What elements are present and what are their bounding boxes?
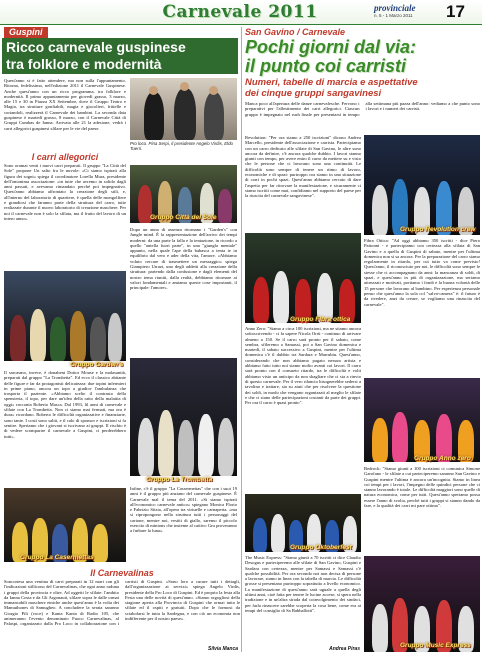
page-number: 17 bbox=[446, 2, 465, 21]
photo-fibra bbox=[245, 233, 361, 323]
right-bedrock-text: Bedrock: "Siamo giunti a 100 iscrizioni ci comunica Simone Garofano - le sfilate a cui parteciperemo saranno San Gavino e Guspini mentre l'ultima è ancora un'incognita. Siamo in linea coi tempi per i lavori, l'impegno delle quindici persone che ci stanno lavorando è totale. Le difficoltà maggiori sono quelle di natura economica, come per tutti. Quest'anno speriamo possa essere l'anno di svolta, perché tutti i gruppi si stanno dando da fare, e la qualità dei carri mi pare ottima". bbox=[364, 466, 480, 509]
caption-fibra: Gruppo Fibra ottica bbox=[290, 316, 351, 323]
caption-anno-zero: Gruppo Anno zero bbox=[414, 455, 471, 462]
left-body-2: Il sarcasmo, invece, è donabeni Dottor Mouse e la malasanità, preparati dal gruppo "La Trombetta". Ed ecco il classico abitante delle figure e far da protagonisti delicatezza: due topini infermieri in prime piano, ancora un topo a giudice l'ambulanza che trasporta il paziente. «Abbiamo scelto il contrasto della spensieria, il topo, per dare un'idea della ratto della malattia di oggi» racconta Roberto Masca. Dal 1993, lil anni di carnevale e sfilate con La Trombetta. Non ci siamo mai fermati, ma ora è dura» ricordano. Roberto le difficoltà organizzative e finanziarie, sono tante. I costi sono saliti, e il calo di sponsor e iscrizioni si fa sentire. Speriamo che i giovani si iscrivano ai gruppi. Il rischio è di vedere scomparire il carnevale a Guspini, ci perderebbero tutti». bbox=[4, 370, 126, 439]
right-intro: Manca poco all'apertura delle danze carnevalesche. Fervono i preparativi per l'allestimento dei carri allegorici. Ciascun gruppo è impegnato nel rush finale per presentarsi in tempo alla settimana più pazza dell'anno: vediamo a che punto sono i lavori e i numeri dei carristi. bbox=[245, 101, 480, 117]
photo-casermettas bbox=[4, 488, 126, 562]
left-mid-column-2: Infine, c'è il gruppo "La Cassermettas" che con i suoi 19 anni è il gruppo più anziano del carnevale guspinese. È Carnevale mal il tema del 2011. «Si siamo ispirati all'economico carnevale antico» spiegano Monica Florio e Fabrizio Sitzia, all'opera tra virtuelle e carnaperta. «ma si ripropongono nella struttura tutti i personaggi del cartone, mentre noi, vestiti di giallo, saremo il piccolo esercito di minions che insieme al cattivo Gru proveranno a furbare la luna». bbox=[130, 486, 237, 534]
caption-citta-sole: Gruppo Città del Sole bbox=[150, 214, 217, 221]
proloco-caption: Pro loco. Pina Serpi, il presidente Angelo Virdis, Eldo Tuerri. bbox=[130, 141, 233, 152]
right-subhead-1: Numeri, tabelle di marcia e aspettative bbox=[245, 77, 418, 88]
caption-casermettas: Gruppo La Casermettas bbox=[20, 554, 94, 561]
photo-trombetta bbox=[130, 358, 237, 476]
left-headline-1: Ricco carnevale guspinese bbox=[6, 39, 186, 55]
caption-gardens: Gruppo Garden's bbox=[70, 361, 124, 368]
proloco-photo bbox=[130, 78, 237, 140]
right-anno-zero-text: Anno Zero: "Siamo a circa 100 iscrizioni, ma ne stiamo ancora sottoscrivendo - ci fa sapere Nicola Orrù - continuo di arrivare almeno a 150. Se il carro sarà pronto per il sabato, come sembra, sfileremo a Samassi, poi a San Gavino domenica e martedì, il sabato successivo a Guspini, mentre per l'ultima domenica c'è il dubbio tra Sardara e Marrubiu. Quest'anno, considerando che non abbiamo pagato nessun artista e abbiamo fatto tutto noi siamo molto avanti coi lavori. Il carro sarà pronto con il consueto ritardo, tra le difficoltà e volti abbiamo visto un anticipo da non sbagliare che ci sia a rinvio di questo carnevale. Per il vero rilancio bisognerebbe sedersi a tavolino e trattare, sia su aiuti che per risolvere la questione dei soldi, in modo che vengano organizzati al meglio le sfilate e che ci siano delle partecipazioni costanti da parte dei gruppi. Per ora il carro è quasi pronto". bbox=[245, 326, 361, 406]
caption-music-express: Gruppo Music Express bbox=[400, 642, 471, 649]
right-fibra-text: Fibra Ottica: "Ad oggi abbiamo 350 iscritti - dice Piero Pattonni - e partecipiamo con certezza alla sfilata di San Gavino e a quella di Guspini di sabato, mentre per l'ultima domenica non si sa ancora. Per la preparazione del carro siamo regolarmente in ritardo, per cui tutto va come previsto! Quest'anno, il riconosciuto per noi, le difficoltà sono sempre le stesse che ci accompagnano da anni: la mancanza di soldi, di spazi, e quest'anno in più di organizzazione, ma seriamo attrezzati e motivati, portiamo i fondi e la buona volontà delle 15 persone che lavorano al bambino. Per esperienza personale penso che quest'anno la sola col "salva-camera" è: il futuro è da rivedere, anzi da creare, se vogliamo una rinascita del carnevale". bbox=[364, 238, 480, 307]
right-revolution-text: Revolution: "Per ora siamo a 250 iscrizioni" dicono Andrea Marcello, presidente dell'associazione e carrista. Partecipiamo con un carro dedicato alle sfilate di San Gavino, le altre sono ancora da definire, c'è ancora qualche dubbio. I lavori stanno giunti con tempo, per avere entro il carro da mettere su e visto che le persone che ci lavorano sono una continuità. Le difficoltà sono sempre di tenere un ritmo di lavoro, economiche e di spazi: purtroppo ora siamo in una situazione di carri in pochi spazi. Quest'anno abbiamo cercato di dare l'aspetto per far ritrovare la manifestazione, e sicuramente ci siamo iscritti come mai, confidiamo nel supporto del paese per la riuscita del carnevale sangavinese". bbox=[245, 135, 361, 199]
right-kicker: San Gavino / Carnevale bbox=[245, 27, 346, 37]
left-kicker: Guspini bbox=[4, 27, 48, 38]
left-bottom-text: Soncortesa una ventina di carri preparati in 12 mari con gli l'indicazioni stillicono del Carnevalinas, che ogni anno raduna i gruppi della provincia e oltre. Ad oggetti le sfilate: l'ambito da Ianna Costa e da Gli Argonauti, sfilare sopra le dalle ormai immancabili maschere etniche anche quest'anno è la volta dei Mamuthones di Samugheo. A concludere la serata saranno Giorgio Pili (voce) e Kanta Kanta di Radio 105, che animeranno l'evento denominato Fuoco Carnevalinas, al Palaspi, organizzato dalla Pro Loco in collaborazione con i carristi di Guspini. «Sono loro a curare tutti i dettagli, dall'organizzazione ai servizi» spiega Angelo Virdis, presidente della Pro Loco di Guspini. Ed è proprio la festa alla Festa una delle novità di quest'anno. «Siamo orgogliosi della stagione aperta alla Provincia di Guspini che ormai tutta le sfilate ed il ospiti e gratuiti. Dopo che le formosi da sciabolarsi le tutta la Sardegna, e con ciò un economia non indifferente per il nostro paese». bbox=[4, 579, 240, 627]
left-section-title-2: Il Carnevalinas bbox=[90, 568, 154, 578]
left-headline-2: tra folklore e modernità bbox=[6, 56, 162, 72]
issue-date: n. 5 - 1 Marzo 2011 bbox=[374, 13, 413, 18]
left-mid-column: Dopo un anno di assenza ritornano i "Garden's" con Jungle mind. È la rappresentazione dell'arrivo dei tempi moderni: da una parte la falla e la tentazione, in ricordo a quello "antella fuori parte", in una "giungla mentale" appunto, nella quale l'ape della babasca a tenta te in equilibrio dal vero e ader della vita, l'amore. «Abbiamo voluto cercare di trasmettere un messaggio» spiega Giampiero Urrazi, uno degli addetti alla creazione della struttura: partendo dalla confusione e dagli elementi del nostro tema riuniti, dalla realtà, debbiamo ritornare ai valori fondamentali e amiamo queste cose importanti, il principale: l'amore». bbox=[130, 227, 237, 291]
right-subhead-2: dei cinque gruppi sangavinesi bbox=[245, 88, 382, 99]
column-divider bbox=[241, 27, 242, 652]
photo-music-express bbox=[364, 556, 480, 652]
right-headline-2: il punto coi carristi bbox=[245, 56, 407, 76]
header-title: Carnevale 2011 bbox=[162, 2, 318, 22]
right-headline-1: Pochi giorni dal via: bbox=[245, 37, 417, 57]
caption-oktoberfest: Gruppo Oktoberfest bbox=[290, 544, 352, 551]
photo-anno-zero bbox=[364, 378, 480, 462]
publication-logo: provinciale bbox=[374, 3, 416, 13]
right-music-text: The Music Express: "Siamo giunti a 70 iscritti ci dice Claudio Desogus e parteciperemo alle sfilate di San Gavino, Guspini e Sardara con certezza, mentre per Samassi e Samassi c'è qualche possibilità. Per ora secondo noi non decisa di persone a lavorare, siamo in linea con la tabella di marcia. Le difficoltà grosse si presentano purtroppo soprattutto a livello economico. La manifestazione di quest'anno sarà uguale a quella degli ultimi anni, cioè fatta per tenere le lucine accese, si spera nella tradizione e in un'altra strada dal coinvolgimento dei sindaci, per farla rinascere sarebbe scoperta la cosa bene, come era ai tempi del consiglio di Sa Babballotti". bbox=[245, 555, 361, 613]
left-section-title: I carri allegorici bbox=[31, 152, 99, 162]
right-byline: Andrea Piras bbox=[329, 646, 360, 652]
left-byline: Silvia Manca bbox=[207, 646, 238, 652]
photo-gardens bbox=[4, 271, 126, 361]
left-lead-text: Quest'anno si è fatto attendere, ma non sulla l'appuntamento. Ritorna, fedelissimo, nell'edizione 2011 il Carnevale Guspinese. Anche quest'anno con un ricco programma, tra folklore e modernità. Il primo appuntamento per giovedì grasso, 3 marzo, alle 15 e 30 in Piazza XX Settembre, dove il Gruppo Teatro e Magia, tra strutture gonfiabili, magia e giocolieri, frittelle e coriandoli, realizzerà il Carnevale dei bambini. La seconda data guspinese è martedì grasso, 8 marzo, con il Carnevale Città di Gruppi Cumbas de Ianna. Arrivata alle 21 la adesione, vedrà i carri allegorici guspinesi sfilare per le vie del paese. bbox=[4, 78, 126, 131]
caption-trombetta: Gruppo La Trombetta bbox=[146, 476, 213, 483]
photo-revolution bbox=[364, 135, 480, 235]
left-body-1: Sono oramai venti i nuovi carri preparati. Il gruppo "La Città del Sole" propone Un salto fra le nuvole: «Ci siamo ispirati alla figura dei sogni» spiega il coordinatore Lorella Mura, presidente dell'omonima associazione: «in tutte che avremo in solido dagli anni passati, e avevamo rimandato perché poi impegnativo. Quest'anno abbiamo affrontato la creazione degli stili, e, all'interno del laboratorio di quartiere, è quella delle mongolfiere e grandiosi che faranno parte della struttura del carro, tutte realizzate durante il nuovo laboratorio di creazione maschere. Per noi il carnevale non è solo la sfilata, ma il frutto del lavoro di un intero anno». bbox=[4, 163, 126, 221]
caption-revolution: Gruppo Revolution crew bbox=[400, 226, 476, 233]
